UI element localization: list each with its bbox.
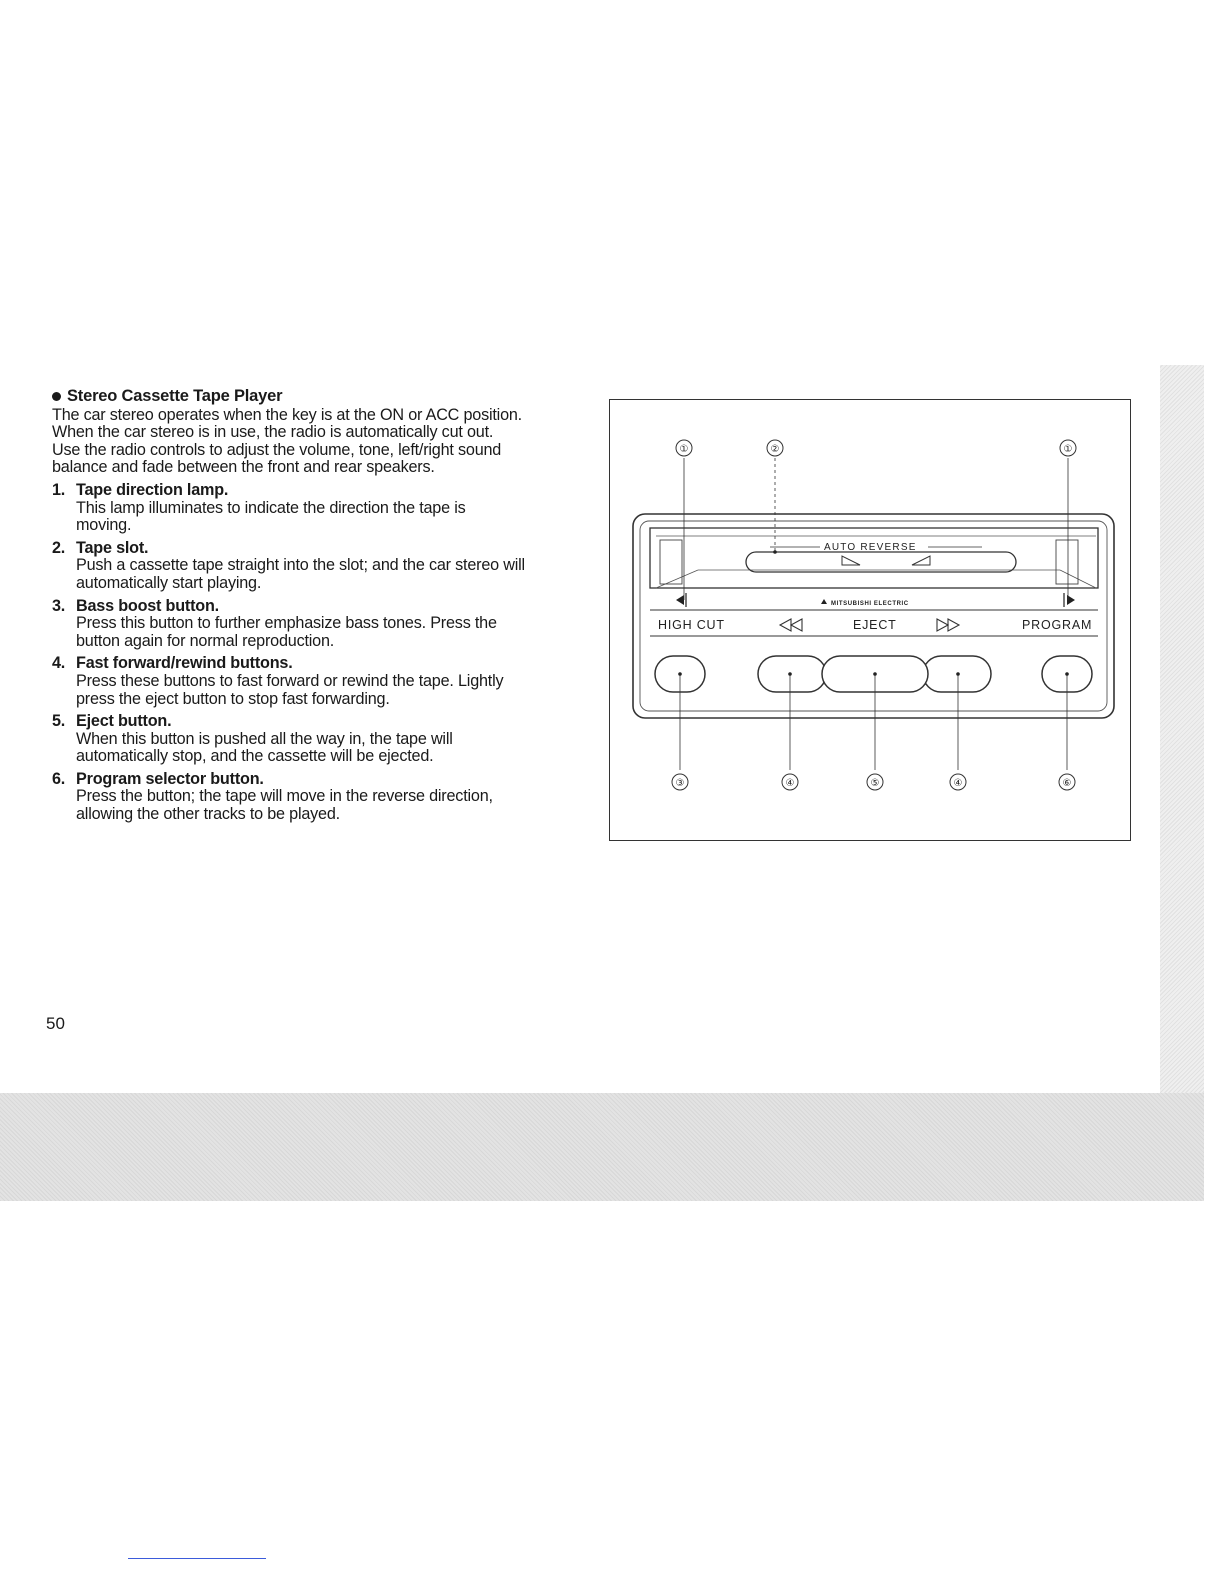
item-number: 2. — [52, 538, 66, 557]
item-desc-line: button again for normal reproduction. — [76, 631, 335, 650]
program-label: PROGRAM — [1022, 618, 1093, 632]
item-title: Fast forward/rewind buttons. — [76, 654, 293, 673]
item-desc-line: Press the button; the tape will move in the reverse direction, — [76, 787, 493, 806]
svg-text:④: ④ — [785, 778, 795, 789]
leader-dot — [773, 550, 777, 554]
svg-text:①: ① — [1063, 444, 1073, 455]
intro-line: The car stereo operates when the key is at the ON or ACC position. — [52, 405, 522, 424]
item-title: Tape slot. — [76, 538, 149, 557]
rewind-button[interactable] — [758, 656, 826, 692]
cassette-player-figure — [609, 399, 1131, 841]
item-title: Tape direction lamp. — [76, 480, 229, 499]
item-number: 1. — [52, 480, 66, 499]
list-item — [52, 540, 580, 593]
list-item — [52, 655, 580, 708]
link-underline — [128, 1558, 266, 1559]
filled-circle-bullet-icon — [52, 392, 61, 401]
svg-text:⑤: ⑤ — [870, 778, 880, 789]
leader-dot — [788, 672, 792, 676]
item-title: Bass boost button. — [76, 596, 219, 615]
callout-eject — [867, 774, 883, 790]
leader-dot — [873, 672, 877, 676]
svg-text:③: ③ — [675, 778, 685, 789]
mitsubishi-logo-icon — [821, 599, 827, 604]
svg-text:②: ② — [770, 444, 780, 455]
item-number: 3. — [52, 596, 66, 615]
item-description — [76, 500, 580, 535]
callout-lamp-left — [676, 440, 692, 456]
callout-forward — [950, 774, 966, 790]
list-item — [52, 771, 580, 824]
scan-shading-edge — [1160, 365, 1204, 1105]
auto-reverse-label: AUTO REVERSE — [824, 542, 917, 553]
cassette-player-diagram — [610, 400, 1132, 842]
svg-text:⑥: ⑥ — [1062, 778, 1072, 789]
item-desc-line: automatically stop, and the cassette will be ejected. — [76, 747, 434, 766]
item-desc-line: When this button is pushed all the way in, the tape will — [76, 729, 453, 748]
tape-slot[interactable] — [746, 552, 1016, 572]
item-number: 5. — [52, 712, 66, 731]
play-reverse-triangle-icon — [912, 556, 930, 565]
display-bevel-left — [656, 570, 698, 588]
svg-text:④: ④ — [953, 778, 963, 789]
item-number: 4. — [52, 654, 66, 673]
section-title: Stereo Cassette Tape Player — [67, 387, 283, 405]
leader-dot — [678, 672, 682, 676]
list-item — [52, 713, 580, 766]
eject-label: EJECT — [853, 618, 897, 632]
fast-forward-icon — [937, 619, 959, 631]
section-heading — [52, 388, 580, 406]
high-cut-label: HIGH CUT — [658, 618, 725, 632]
rewind-icon — [780, 619, 802, 631]
list-item — [52, 598, 580, 651]
item-desc-line: Press this button to further emphasize bass tones. Press the — [76, 614, 497, 633]
item-desc-line: moving. — [76, 516, 132, 535]
item-desc-line: Press these buttons to fast forward or rewind the tape. Lightly — [76, 671, 504, 690]
item-description — [76, 557, 580, 592]
page-number: 50 — [46, 1014, 65, 1033]
callout-rewind — [782, 774, 798, 790]
item-title: Program selector button. — [76, 769, 264, 788]
list-item — [52, 482, 580, 535]
text-column — [52, 388, 580, 829]
intro-paragraph — [52, 407, 580, 477]
callout-bass — [672, 774, 688, 790]
brand-label: MITSUBISHI ELECTRIC — [831, 601, 909, 607]
item-description — [76, 673, 580, 708]
item-title: Eject button. — [76, 712, 172, 731]
item-desc-line: allowing the other tracks to be played. — [76, 805, 340, 824]
item-description — [76, 788, 580, 823]
intro-line: When the car stereo is in use, the radio is automatically cut out. — [52, 423, 494, 442]
item-desc-line: press the eject button to stop fast forwarding. — [76, 689, 390, 708]
item-desc-line: This lamp illuminates to indicate the direction the tape is — [76, 498, 466, 517]
callout-slot — [767, 440, 783, 456]
leader-dot — [956, 672, 960, 676]
callout-lamp-right — [1060, 440, 1076, 456]
lamp-recess-left — [660, 540, 682, 584]
leader-dot — [1065, 672, 1069, 676]
intro-line: Use the radio controls to adjust the volume, tone, left/right sound — [52, 440, 502, 459]
display-window — [650, 528, 1098, 588]
tape-direction-lamp-left-icon — [676, 595, 684, 605]
scan-shading-band — [0, 1093, 1204, 1201]
item-number: 6. — [52, 769, 66, 788]
item-description — [76, 731, 580, 766]
svg-text:①: ① — [679, 444, 689, 455]
item-desc-line: Push a cassette tape straight into the slot; and the car stereo will — [76, 556, 525, 575]
play-forward-triangle-icon — [842, 556, 860, 565]
intro-line: balance and fade between the front and rear speakers. — [52, 458, 435, 477]
item-description — [76, 615, 580, 650]
item-desc-line: automatically start playing. — [76, 573, 262, 592]
callout-program — [1059, 774, 1075, 790]
